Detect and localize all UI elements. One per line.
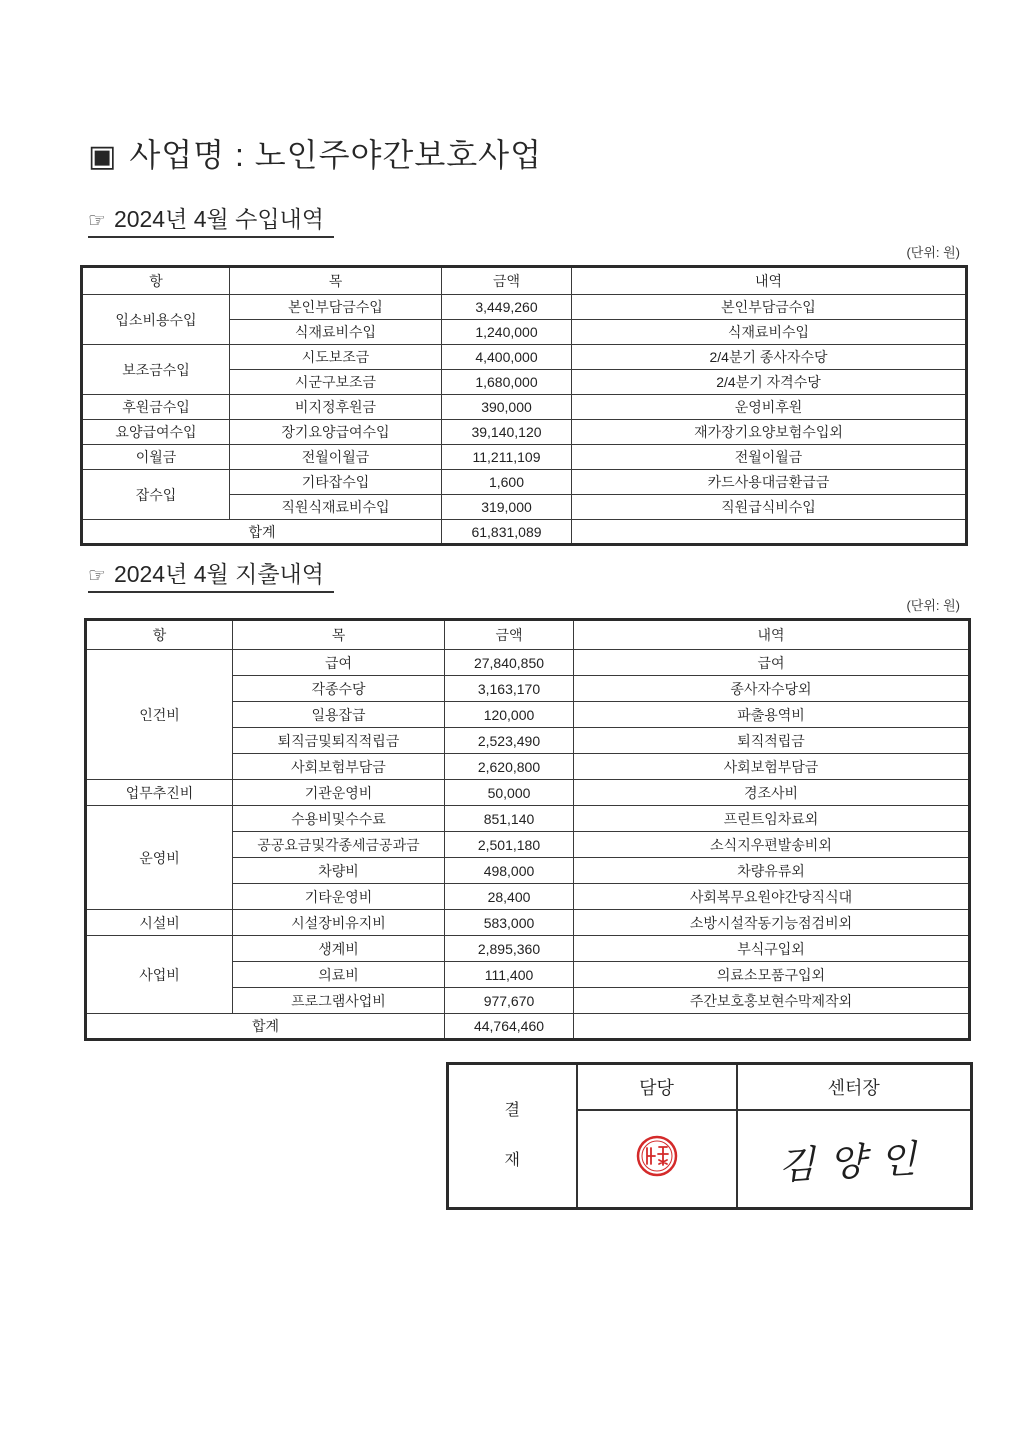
- total-label: 합계: [82, 520, 442, 545]
- income-unit-label: (단위: 원): [906, 245, 960, 260]
- item-cell: 퇴직금및퇴직적립금: [233, 728, 445, 754]
- amount-cell: 1,680,000: [442, 370, 572, 395]
- column-header-group: 항: [82, 267, 230, 295]
- table-row: [82, 420, 967, 445]
- approval-side-bottom: 재: [504, 1152, 520, 1169]
- item-cell: 생계비: [233, 936, 445, 962]
- total-row: [82, 520, 967, 545]
- amount-cell: 851,140: [445, 806, 574, 832]
- expense-heading: [88, 560, 334, 593]
- table-row: [86, 650, 970, 676]
- group-cell: 후원금수입: [82, 395, 230, 420]
- item-cell: 기관운영비: [233, 780, 445, 806]
- approval-box: [446, 1062, 973, 1210]
- approval-side-top: 결: [504, 1102, 520, 1119]
- director-signature: 김양인: [776, 1136, 932, 1189]
- column-header-amount: 금액: [445, 620, 574, 650]
- item-cell: 시군구보조금: [230, 370, 442, 395]
- table-row: [82, 395, 967, 420]
- column-header-detail: 내역: [572, 267, 967, 295]
- amount-cell: 11,211,109: [442, 445, 572, 470]
- group-cell: 보조금수입: [82, 345, 230, 395]
- item-cell: 의료비: [233, 962, 445, 988]
- group-cell: 시설비: [86, 910, 233, 936]
- detail-cell-empty: [572, 520, 967, 545]
- amount-cell: 1,600: [442, 470, 572, 495]
- item-cell: 비지정후원금: [230, 395, 442, 420]
- approval-director-sign-cell: [737, 1110, 972, 1209]
- approval-staff-sign-cell: [577, 1110, 737, 1209]
- amount-cell: 2,501,180: [445, 832, 574, 858]
- item-cell: 공공요금및각종세금공과금: [233, 832, 445, 858]
- total-label: 합계: [86, 1014, 445, 1040]
- amount-cell: 4,400,000: [442, 345, 572, 370]
- item-cell: 일용잡급: [233, 702, 445, 728]
- pointing-hand-icon: ☞: [88, 210, 106, 232]
- item-cell: 급여: [233, 650, 445, 676]
- detail-cell: 소식지우편발송비외: [574, 832, 970, 858]
- column-header-item: 목: [230, 267, 442, 295]
- item-cell: 기타잡수입: [230, 470, 442, 495]
- income-table: [80, 265, 968, 546]
- amount-cell: 2,620,800: [445, 754, 574, 780]
- table-row: [82, 345, 967, 370]
- amount-cell: 583,000: [445, 910, 574, 936]
- detail-cell: 경조사비: [574, 780, 970, 806]
- expense-heading-text: 2024년 4월 지출내역: [113, 561, 324, 587]
- group-cell: 요양급여수입: [82, 420, 230, 445]
- amount-cell: 39,140,120: [442, 420, 572, 445]
- amount-cell: 120,000: [445, 702, 574, 728]
- item-cell: 장기요양급여수입: [230, 420, 442, 445]
- item-cell: 본인부담금수입: [230, 295, 442, 320]
- item-cell: 사회보험부담금: [233, 754, 445, 780]
- expense-unit-label: (단위: 원): [906, 598, 960, 613]
- column-header-amount: 금액: [442, 267, 572, 295]
- page-title: [88, 130, 542, 176]
- detail-cell-empty: [574, 1014, 970, 1040]
- amount-cell: 3,449,260: [442, 295, 572, 320]
- item-cell: 직원식재료비수입: [230, 495, 442, 520]
- column-header-detail: 내역: [574, 620, 970, 650]
- table-row: [82, 295, 967, 320]
- page-title-text: 사업명 : 노인주야간보호사업: [129, 137, 542, 173]
- group-cell: 입소비용수입: [82, 295, 230, 345]
- amount-cell: 319,000: [442, 495, 572, 520]
- detail-cell: 퇴직적립금: [574, 728, 970, 754]
- detail-cell: 사회복무요원야간당직식대: [574, 884, 970, 910]
- pointing-hand-icon: ☞: [88, 565, 106, 587]
- group-cell: 인건비: [86, 650, 233, 780]
- detail-cell: 2/4분기 자격수당: [572, 370, 967, 395]
- amount-cell: 1,240,000: [442, 320, 572, 345]
- table-row: [86, 910, 970, 936]
- amount-cell: 50,000: [445, 780, 574, 806]
- detail-cell: 주간보호홍보현수막제작외: [574, 988, 970, 1014]
- amount-cell: 27,840,850: [445, 650, 574, 676]
- table-row: [86, 936, 970, 962]
- group-cell: 운영비: [86, 806, 233, 910]
- table-row: [86, 780, 970, 806]
- table-row: [82, 470, 967, 495]
- detail-cell: 의료소모품구입외: [574, 962, 970, 988]
- table-row: [86, 806, 970, 832]
- item-cell: 기타운영비: [233, 884, 445, 910]
- expense-table: [84, 618, 971, 1041]
- income-heading-text: 2024년 4월 수입내역: [113, 206, 324, 232]
- group-cell: 잡수입: [82, 470, 230, 520]
- amount-cell: 977,670: [445, 988, 574, 1014]
- detail-cell: 전월이월금: [572, 445, 967, 470]
- detail-cell: 재가장기요양보험수입외: [572, 420, 967, 445]
- detail-cell: 본인부담금수입: [572, 295, 967, 320]
- amount-cell: 28,400: [445, 884, 574, 910]
- table-row: [82, 445, 967, 470]
- amount-cell: 390,000: [442, 395, 572, 420]
- detail-cell: 소방시설작동기능점검비외: [574, 910, 970, 936]
- item-cell: 차량비: [233, 858, 445, 884]
- detail-cell: 차량유류외: [574, 858, 970, 884]
- square-bullet-icon: ▣: [88, 140, 118, 173]
- approval-director-header: 센터장: [737, 1064, 972, 1110]
- item-cell: 프로그램사업비: [233, 988, 445, 1014]
- amount-cell: 2,523,490: [445, 728, 574, 754]
- detail-cell: 식재료비수입: [572, 320, 967, 345]
- amount-cell: 498,000: [445, 858, 574, 884]
- total-row: [86, 1014, 970, 1040]
- detail-cell: 파출용역비: [574, 702, 970, 728]
- amount-cell: 111,400: [445, 962, 574, 988]
- detail-cell: 사회보험부담금: [574, 754, 970, 780]
- detail-cell: 카드사용대금환급금: [572, 470, 967, 495]
- approval-header-row: [448, 1064, 972, 1110]
- detail-cell: 종사자수당외: [574, 676, 970, 702]
- column-header-group: 항: [86, 620, 233, 650]
- item-cell: 시도보조금: [230, 345, 442, 370]
- column-header-item: 목: [233, 620, 445, 650]
- detail-cell: 부식구입외: [574, 936, 970, 962]
- group-cell: 이월금: [82, 445, 230, 470]
- amount-cell: 2,895,360: [445, 936, 574, 962]
- detail-cell: 급여: [574, 650, 970, 676]
- total-amount: 44,764,460: [445, 1014, 574, 1040]
- item-cell: 식재료비수입: [230, 320, 442, 345]
- seal-stamp-icon: [635, 1134, 679, 1178]
- item-cell: 시설장비유지비: [233, 910, 445, 936]
- detail-cell: 2/4분기 종사자수당: [572, 345, 967, 370]
- group-cell: 사업비: [86, 936, 233, 1014]
- item-cell: 전월이월금: [230, 445, 442, 470]
- table-header-row: [86, 620, 970, 650]
- income-heading: [88, 205, 334, 238]
- item-cell: 수용비및수수료: [233, 806, 445, 832]
- table-header-row: [82, 267, 967, 295]
- approval-side-label: [448, 1064, 577, 1209]
- amount-cell: 3,163,170: [445, 676, 574, 702]
- item-cell: 각종수당: [233, 676, 445, 702]
- detail-cell: 운영비후원: [572, 395, 967, 420]
- group-cell: 업무추진비: [86, 780, 233, 806]
- approval-staff-header: 담당: [577, 1064, 737, 1110]
- detail-cell: 직원급식비수입: [572, 495, 967, 520]
- total-amount: 61,831,089: [442, 520, 572, 545]
- detail-cell: 프린트임차료외: [574, 806, 970, 832]
